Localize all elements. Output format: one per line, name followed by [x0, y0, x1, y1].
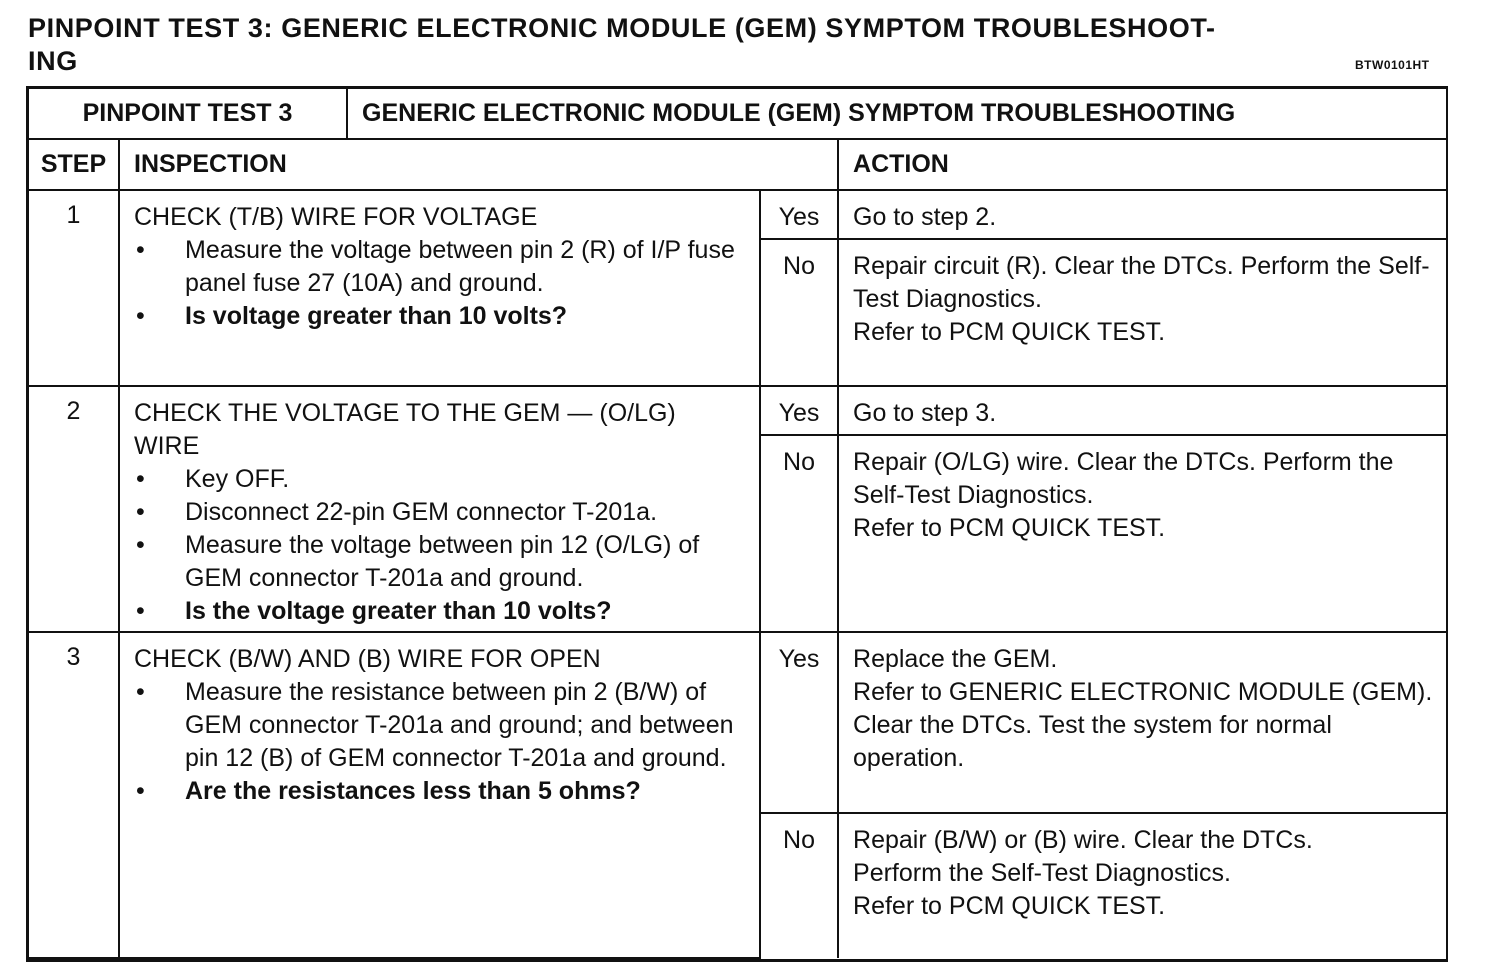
bullet-icon: • — [136, 465, 145, 493]
step-3-inspection — [119, 632, 760, 958]
step-3-yes-label: Yes — [760, 632, 838, 813]
step-2-number: 2 — [29, 386, 119, 632]
pinpoint-header-row — [29, 89, 1448, 139]
step-1-bullet-1: • Measure the voltage between pin 2 (R) of I/P fuse panel fuse 27 (10A) and ground. — [134, 234, 745, 300]
bullet-icon: • — [136, 302, 145, 330]
title-line-2: ING — [28, 46, 78, 76]
column-header-row — [29, 139, 1448, 190]
bullet-icon: • — [136, 597, 145, 625]
bullet-icon: • — [136, 236, 145, 264]
step-2-no-action: Repair (O/LG) wire. Clear the DTCs. Perform the Self-Test Diagnostics. Refer to PCM QUICK TEST. — [838, 435, 1448, 632]
step-3-no-label: No — [760, 813, 838, 958]
step-1-number: 1 — [29, 190, 119, 386]
step-2-question: • Is the voltage greater than 10 volts? — [134, 595, 745, 628]
step-1-yes-row — [29, 190, 1448, 239]
step-1-question: • Is voltage greater than 10 volts? — [134, 300, 745, 333]
step-2-heading: CHECK THE VOLTAGE TO THE GEM — (O/LG) WIRE — [134, 399, 676, 460]
step-3-no-action: Repair (B/W) or (B) wire. Clear the DTCs. Perform the Self-Test Diagnostics. Refer to PCM QUICK TEST. — [838, 813, 1448, 958]
bullet-icon: • — [136, 678, 145, 706]
step-2-no-label: No — [760, 435, 838, 632]
column-action: ACTION — [838, 139, 1448, 190]
step-2-yes-label: Yes — [760, 386, 838, 435]
step-1-yes-label: Yes — [760, 190, 838, 239]
bullet-icon: • — [136, 777, 145, 805]
bullet-icon: • — [136, 531, 145, 559]
step-3-question: • Are the resistances less than 5 ohms? — [134, 775, 745, 808]
document-title — [28, 12, 1428, 78]
step-1-yes-action: Go to step 2. — [838, 190, 1448, 239]
step-3-number: 3 — [29, 632, 119, 958]
step-2-bullet-1: • Key OFF. — [134, 463, 745, 496]
step-2-bullet-3: • Measure the voltage between pin 12 (O/LG) of GEM connector T-201a and ground. — [134, 529, 745, 595]
step-1-no-label: No — [760, 239, 838, 386]
step-1-heading: CHECK (T/B) WIRE FOR VOLTAGE — [134, 203, 538, 231]
step-1-inspection — [119, 190, 760, 386]
bullet-icon: • — [136, 498, 145, 526]
column-step: STEP — [29, 139, 119, 190]
step-1-no-action: Repair circuit (R). Clear the DTCs. Perform the Self-Test Diagnostics. Refer to PCM QUICK TEST. — [838, 239, 1448, 386]
step-2-inspection — [119, 386, 760, 632]
figure-code: BTW0101HT — [1355, 58, 1430, 72]
column-inspection: INSPECTION — [119, 139, 838, 190]
pinpoint-title: GENERIC ELECTRONIC MODULE (GEM) SYMPTOM TROUBLESHOOTING — [347, 89, 1448, 139]
pinpoint-table — [26, 86, 1448, 962]
step-2-yes-action: Go to step 3. — [838, 386, 1448, 435]
step-3-yes-action: Replace the GEM. Refer to GENERIC ELECTRONIC MODULE (GEM). Clear the DTCs. Test the system for normal operation. — [838, 632, 1448, 813]
step-3-bullet-1: • Measure the resistance between pin 2 (B/W) of GEM connector T-201a and ground; and between pin 12 (B) of GEM connector T-201a and ground. — [134, 676, 745, 775]
title-line-1: PINPOINT TEST 3: GENERIC ELECTRONIC MODULE (GEM) SYMPTOM TROUBLESHOOT- — [28, 13, 1216, 43]
step-3-yes-row — [29, 632, 1448, 813]
step-2-yes-row — [29, 386, 1448, 435]
step-2-bullet-2: • Disconnect 22-pin GEM connector T-201a. — [134, 496, 745, 529]
step-3-heading: CHECK (B/W) AND (B) WIRE FOR OPEN — [134, 645, 601, 673]
pinpoint-label: PINPOINT TEST 3 — [29, 89, 347, 139]
